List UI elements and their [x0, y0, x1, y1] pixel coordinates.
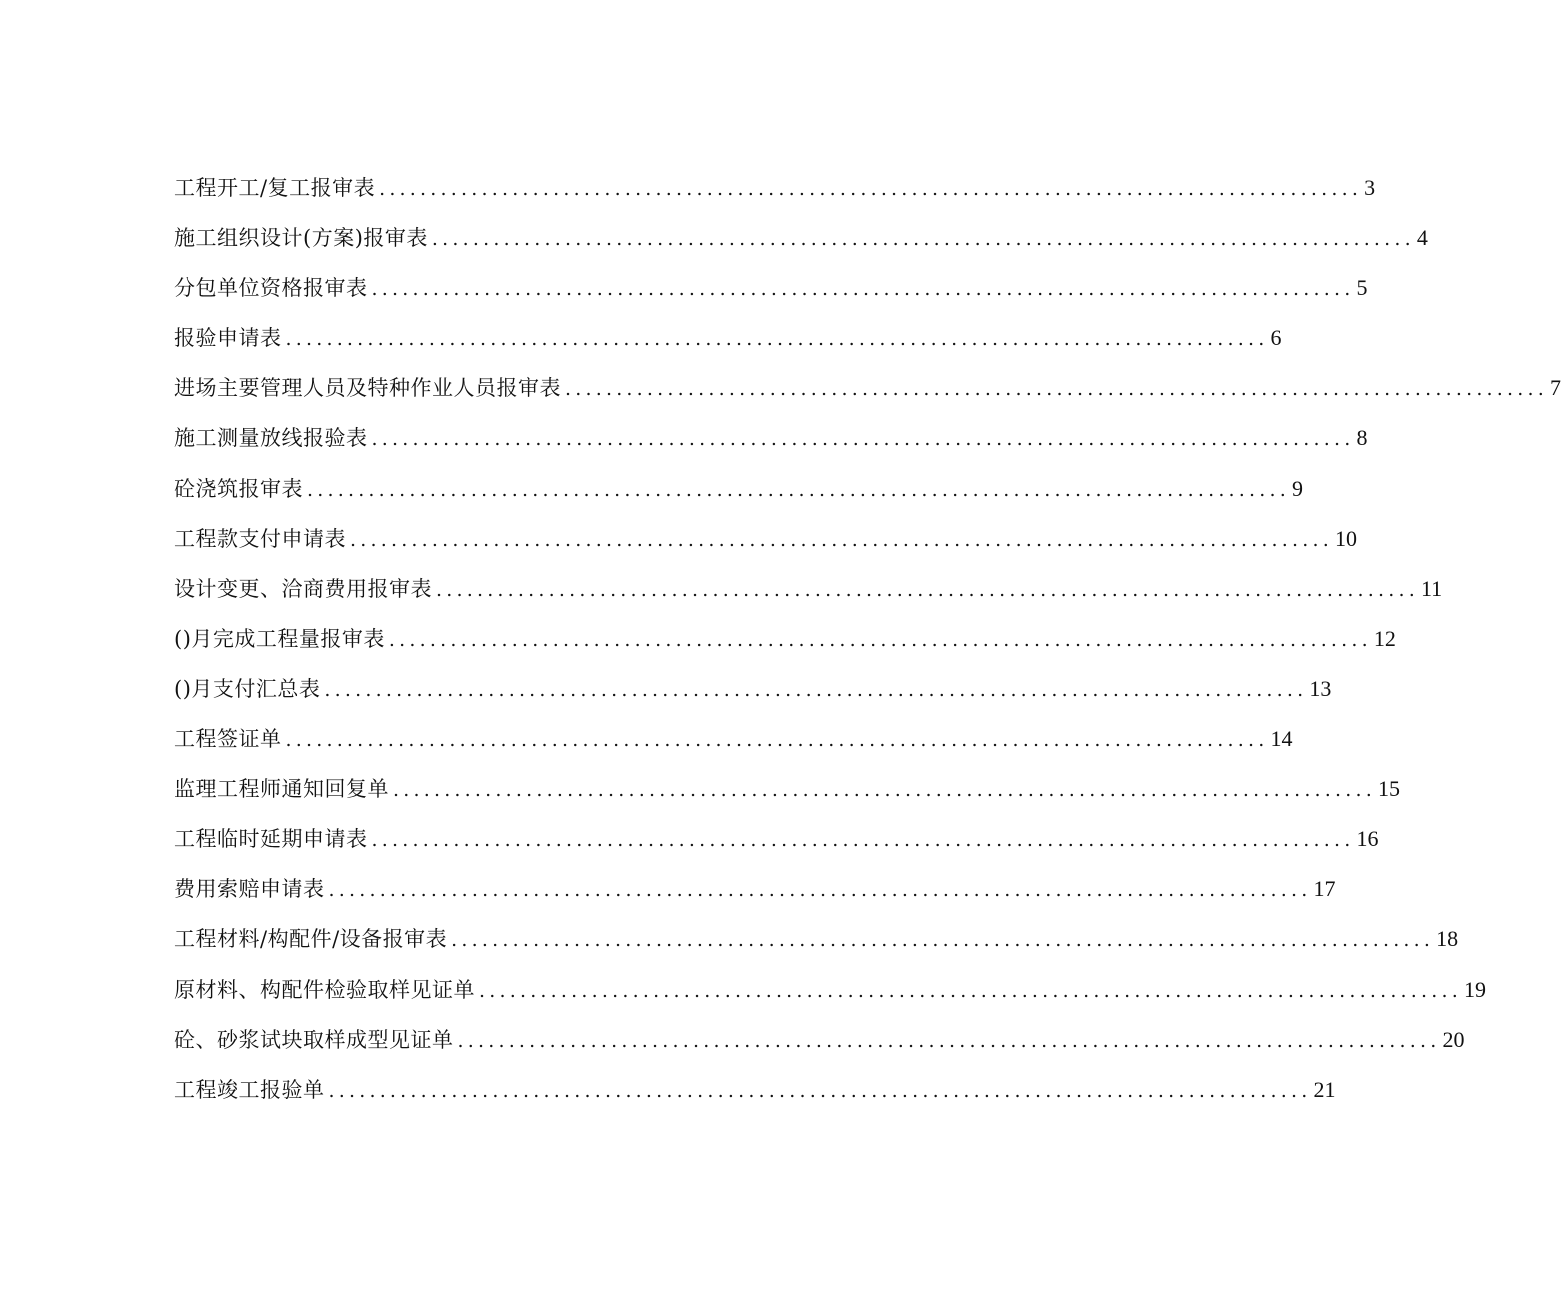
toc-entry-page: 12 — [1373, 625, 1396, 651]
toc-entry[interactable] — [174, 1015, 1465, 1065]
toc-entry-page: 3 — [1364, 175, 1376, 200]
toc-leader-dots: ................................................................................................ — [565, 378, 1548, 401]
toc-entry-page: 18 — [1436, 926, 1459, 952]
toc-entry-title: 工程款支付申请表 — [174, 526, 346, 551]
toc-entry-page: 19 — [1464, 976, 1486, 1002]
toc-leader-dots: ................................................................................................ — [479, 979, 1462, 1002]
toc-entry-title: 砼、砂浆试块取样成型见证单 — [174, 1027, 454, 1052]
toc-entry[interactable] — [174, 213, 1428, 263]
toc-entry[interactable] — [174, 514, 1357, 564]
toc-entry-page: 9 — [1292, 475, 1303, 501]
toc-entry-page: 11 — [1421, 575, 1443, 601]
toc-entry-page: 4 — [1416, 225, 1428, 251]
toc-entry[interactable] — [174, 814, 1379, 864]
toc-entry-title: 砼浇筑报审表 — [174, 476, 303, 501]
toc-entry-title: 工程材料/构配件/设备报审表 — [174, 927, 448, 952]
toc-entry-page: 15 — [1378, 776, 1400, 802]
toc-entry-title: 原材料、构配件检验取样见证单 — [174, 977, 475, 1002]
toc-leader-dots: ................................................................................................ — [285, 328, 1269, 351]
toc-leader-dots: ................................................................................................ — [371, 829, 1355, 852]
toc-leader-dots: ................................................................................................ — [307, 478, 1290, 501]
toc-entry-page: 17 — [1313, 876, 1336, 902]
toc-leader-dots: ................................................................................................ — [371, 278, 1355, 301]
toc-entry[interactable] — [174, 163, 1376, 213]
toc-leader-dots: ................................................................................................ — [350, 528, 1333, 551]
toc-entry[interactable] — [174, 413, 1368, 463]
toc-entry-page: 10 — [1335, 525, 1357, 551]
toc-leader-dots: ................................................................................................ — [451, 929, 1435, 952]
toc-entry-page: 5 — [1356, 275, 1368, 301]
toc-leader-dots: ................................................................................................ — [436, 578, 1419, 601]
toc-entry-title: ()月完成工程量报审表 — [174, 626, 385, 651]
toc-entry-title: 工程竣工报验单 — [174, 1077, 325, 1102]
toc-entry[interactable] — [174, 914, 1459, 964]
toc-entry-title: 分包单位资格报审表 — [174, 276, 368, 301]
toc-entry-title: 工程临时延期申请表 — [174, 827, 368, 852]
toc-entry-page: 14 — [1270, 726, 1293, 752]
toc-entry-title: 施工组织设计(方案)报审表 — [174, 226, 428, 251]
toc-entry[interactable] — [174, 764, 1400, 814]
toc-entry-title: 进场主要管理人员及特种作业人员报审表 — [174, 376, 561, 401]
toc-leader-dots: ................................................................................................ — [431, 228, 1415, 251]
toc-entry[interactable] — [174, 313, 1282, 363]
toc-entry[interactable] — [174, 664, 1332, 714]
toc-entry[interactable] — [174, 714, 1293, 764]
toc-leader-dots: ................................................................................................ — [371, 428, 1355, 451]
toc-leader-dots: ................................................................................................ — [328, 1079, 1312, 1102]
toc-entry-title: 施工测量放线报验表 — [174, 426, 368, 451]
toc-entry[interactable] — [174, 965, 1486, 1015]
toc-entry-page: 13 — [1309, 675, 1332, 701]
toc-leader-dots: ................................................................................................ — [388, 628, 1372, 651]
toc-entry-title: 设计变更、洽商费用报审表 — [174, 576, 432, 601]
toc-entry[interactable] — [174, 614, 1396, 664]
toc-entry-title: ()月支付汇总表 — [174, 676, 321, 701]
toc-entry-title: 费用索赔申请表 — [174, 877, 325, 902]
toc-entry-page: 21 — [1313, 1076, 1336, 1102]
toc-entry[interactable] — [174, 464, 1303, 514]
toc-entry[interactable] — [174, 263, 1368, 313]
toc-entry[interactable] — [174, 363, 1561, 413]
toc-leader-dots: ................................................................................................ — [379, 178, 1363, 200]
toc-leader-dots: ................................................................................................ — [324, 678, 1308, 701]
toc-entry-title: 工程开工/复工报审表 — [174, 176, 376, 200]
toc-entry-title: 工程签证单 — [174, 727, 282, 752]
toc-leader-dots: ................................................................................................ — [457, 1029, 1441, 1052]
toc-entry[interactable] — [174, 864, 1336, 914]
toc-entry-title: 报验申请表 — [174, 326, 282, 351]
table-of-contents — [174, 163, 1561, 1115]
toc-entry[interactable] — [174, 1065, 1336, 1115]
toc-entry-page: 20 — [1442, 1026, 1465, 1052]
toc-entry-page: 8 — [1356, 425, 1368, 451]
toc-leader-dots: ................................................................................................ — [393, 779, 1376, 802]
toc-leader-dots: ................................................................................................ — [285, 729, 1269, 752]
toc-entry-page: 7 — [1550, 375, 1561, 401]
toc-leader-dots: ................................................................................................ — [328, 879, 1312, 902]
toc-entry-page: 16 — [1356, 826, 1379, 852]
toc-entry-title: 监理工程师通知回复单 — [174, 777, 389, 802]
toc-entry[interactable] — [174, 564, 1443, 614]
toc-entry-page: 6 — [1270, 325, 1282, 351]
